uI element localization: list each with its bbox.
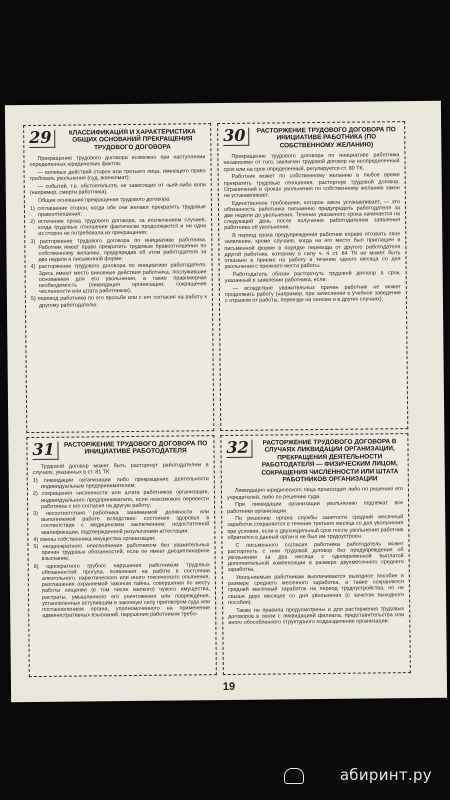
list-item: 2) сокращения численности или штата работников организации, индивидуального предпринимателя, если невозможно перевести работника с его согласия на другую работу;	[32, 489, 210, 510]
list-item: 1) ликвидации организации либо прекращение деятельности индивидуальным предпринимателем;	[32, 476, 209, 491]
page-number: 19	[222, 680, 236, 694]
card-header	[226, 438, 402, 484]
paragraph: — волевых действий сторон или третьего лица, имеющего право требовать увольнения (суд, военкомат);	[29, 168, 206, 183]
paragraph: Трудовой договор может быть расторгнут работодателем в случаях, указанных в ст. 81 ТК:	[32, 462, 209, 477]
list-item: 3) несоответствия работника занимаемой должности или выполняемой работе вследствие: состояния здоровья в соответствии с медицинским заключением; недостаточной квалификации, подтвержденной результатами аттестации;	[33, 509, 210, 536]
card-number: 29	[29, 130, 55, 148]
paragraph: При ликвидации организации увольнению подлежат все работники организации.	[227, 500, 404, 515]
paragraph: — событий, т.е. обстоятельств, не зависящих от чьей-либо воли (например, смерти работника).	[29, 182, 206, 197]
list-item: 4) смены собственника имущества организации;	[33, 535, 156, 543]
dismissal-grounds-list	[33, 476, 210, 619]
card-title: РАСТОРЖЕНИЕ ТРУДОВОГО ДОГОВОРА ПО ИНИЦИАТИВЕ РАБОТОДАТЕЛЯ	[63, 440, 208, 456]
paragraph: Прекращение трудового договора возможно при наступлении определенных юридических фактов:	[29, 154, 206, 169]
paragraph: Увольняемым работникам выплачивается выходное пособие в размере среднего месячного заработка, а также сохраняется средний месячный заработок на период трудоустройства, но не свыше двух месяцев со дня увольнения (с зачетом выходного пособия).	[227, 573, 405, 606]
card-header	[29, 128, 205, 152]
watermark: абиринт.ру	[339, 766, 432, 784]
card-title: РАСТОРЖЕНИЕ ТРУДОВОГО ДОГОВОРА В СЛУЧАЯХ ЛИКВИДАЦИИ ОРГАНИЗАЦИИ, ПРЕКРАЩЕНИЯ ДЕЯТЕЛЬНОСТИ РАБОТОДАТЕЛЯ — ФИЗИЧЕСКИМ ЛИЦОМ, СОКРАЩЕНИЯ ЧИСЛЕННОСТИ ИЛИ ШТАТА РАБОТНИКОВ ОРГАНИЗАЦИИ	[261, 438, 399, 484]
paragraph: Единственное требование, которое закон устанавливает, — это обязанность работника письменно предупредить работодателя за две недели до увольнения. Течение указанного срока начинается на следующий день после получения работодателем заявления работника об увольнении.	[223, 198, 401, 232]
paragraph: Работодатель обязан расторгнуть трудовой договор в срок, указанный в заявлении работника, если:	[224, 270, 401, 285]
paragraph: Общие основания прекращения трудового договора:	[37, 196, 171, 204]
list-item: 6) однократного грубого нарушения работником трудовых обязанностей: прогула, появления на работе в состоянии алкогольного, наркотического или иного токсического опьянения, разглашения охраняемой законом тайны, совершения по месту работы хищения (в том числе мелкого) чужого имущества, растраты, умышленного его уничтожения или повреждения, установленных вступившим в законную силу приговором суда или постановлением органа, уполномоченного на применение административных взысканий, нарушения работником требо-	[33, 561, 211, 620]
paragraph: По решению органа службы занятости средний месячный заработок сохраняется в течение третьего месяца со дня увольнения при условии, если в двухнедельный срок после увольнения работник обратился в данный орган и не был им трудоустроен.	[227, 514, 404, 541]
card-31	[26, 435, 217, 677]
card-header	[223, 126, 399, 150]
grounds-list	[30, 204, 207, 309]
card-30	[217, 121, 408, 431]
list-item: 1) соглашение сторон, когда обе они желают прекратить трудовые правоотношения;	[29, 203, 206, 218]
list-item: 2) истечение срока трудового договора, за исключением случаев, когда трудовые отношения фактически продолжаются и ни одна из сторон не потребовала их прекращения;	[30, 217, 207, 238]
card-number: 31	[32, 442, 58, 460]
list-item: 5) неоднократного неисполнения работником без уважительных причин трудовых обязанностей, если он имеет дисциплинарное взыскание;	[33, 542, 210, 563]
list-item: 4) расторжение трудового договора по инициативе работодателя. Здесь имеют место виновные действия работника, послужившие основанием для его увольнения, а также правомерная необходимость (ликвидация организации, сокращение численности или штата работников);	[30, 262, 207, 296]
card-title: РАСТОРЖЕНИЕ ТРУДОВОГО ДОГОВОРА ПО ИНИЦИАТИВЕ РАБОТНИКА (ПО СОБСТВЕННОМУ ЖЕЛАНИЮ)	[256, 126, 396, 150]
card-title: КЛАССИФИКАЦИЯ И ХАРАКТЕРИСТИКА ОБЩИХ ОСНОВАНИЙ ПРЕКРАЩЕНИЯ ТРУДОВОГО ДОГОВОРА	[68, 128, 196, 152]
paragraph: Также не правила предусмотрены и для расторжения трудовых договоров в связи с ликвидацией филиала, представительства или иного обособленного структурного подразделения организации.	[228, 605, 405, 626]
card-number: 32	[226, 440, 252, 458]
card-32	[220, 433, 411, 675]
paragraph: С письменного согласия работника работодатель может расторгнуть с ним трудовой договор без предупреждения об увольнении за два месяца с одновременной выплатой дополнительной компенсации в размере двухмесячного среднего заработка.	[227, 540, 404, 574]
paragraph: Работник может по собственному желанию в любое время прекратить трудовые отношения, расторгнув трудовой договор. Ограничений в сроках увольнения по собственному желанию закон не устанавливает.	[223, 172, 400, 199]
card-header	[32, 440, 208, 460]
card-29	[23, 123, 214, 433]
labirint-logo-icon	[284, 768, 304, 784]
list-item: 3) расторжение трудового договора по инициативе работника. Работник имеет право прекратить трудовые правоотношения по собственному желанию, предупредив об этом работодателя за две недели в письменной форме;	[30, 236, 207, 264]
paragraph: — вследствие уважительных причин работник не может продолжать работу (например, при зачислении в учебное заведение с отрывом от работы, переезде на пенсию и в других случаях);	[224, 283, 401, 305]
paragraph: Прекращение трудового договора по инициативе работника независимо от того, заключен трудовой договор на неопределенный срок или на срок определенный, регулируется ст. 80 ТК.	[223, 152, 400, 173]
book-page	[5, 101, 447, 703]
list-item: 5) перевод работника по его просьбе или с его согласия на работу к другому работодателю.	[30, 294, 207, 309]
card-number: 30	[223, 128, 249, 146]
paragraph: Ликвидация юридического лица происходит либо по решению его учредителей, либо по решению суда.	[226, 486, 403, 501]
paragraph: В период срока предупреждения работник вправе отозвать свое заявление, кроме случаев, когда на его место был приглашен в письменной форме в порядке перевода от другого работодателя другой работник, которому в силу ч. 4 ст. 64 ТК не может быть отказано в приеме на работу в течение одного месяца со дня увольнения с прежнего места работы.	[224, 231, 401, 271]
